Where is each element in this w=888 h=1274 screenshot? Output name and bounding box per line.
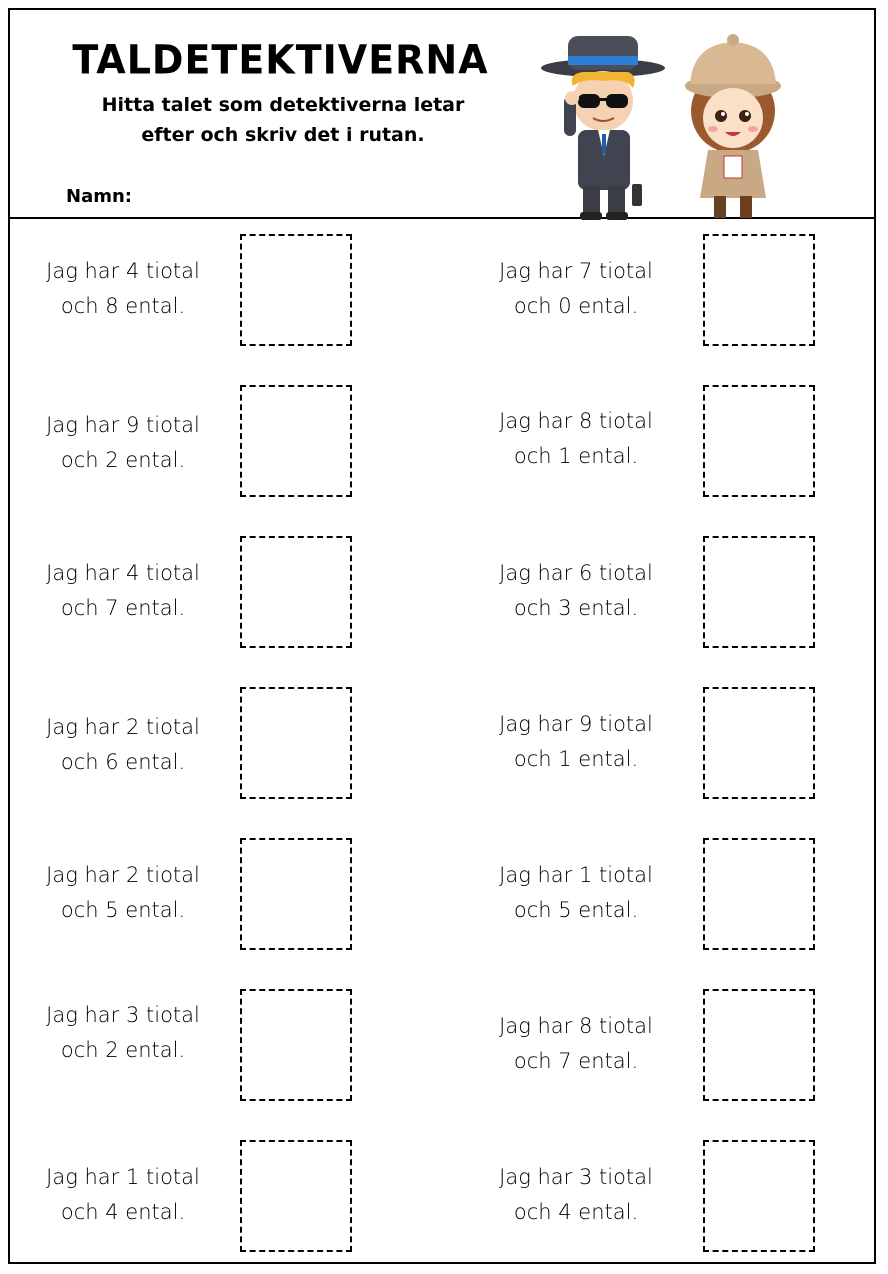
prompt-line-2: och 7 ental. — [60, 596, 186, 620]
male-detective-icon — [541, 36, 665, 220]
left-prompt-6 — [18, 998, 228, 1068]
prompt-line-2: och 3 ental. — [513, 596, 639, 620]
left-answer-box-3[interactable] — [240, 536, 352, 648]
prompt-line-2: och 2 ental. — [60, 1038, 186, 1062]
right-answer-box-6[interactable] — [703, 989, 815, 1101]
prompt-line-2: och 4 ental. — [60, 1200, 186, 1224]
worksheet-header — [8, 8, 876, 219]
page-title: TALDETEKTIVERNA — [72, 36, 489, 84]
right-answer-box-3[interactable] — [703, 536, 815, 648]
prompt-line-1: Jag har 2 tiotal — [46, 863, 200, 887]
instructions-line-1: Hitta talet som detektiverna letar — [101, 94, 465, 116]
right-answer-box-2[interactable] — [703, 385, 815, 497]
right-prompt-1 — [471, 254, 681, 324]
prompt-line-1: Jag har 4 tiotal — [46, 259, 200, 283]
left-prompt-5 — [18, 858, 228, 928]
right-answer-box-7[interactable] — [703, 1140, 815, 1252]
prompt-line-1: Jag har 8 tiotal — [499, 409, 653, 433]
right-prompt-5 — [471, 858, 681, 928]
detectives-illustration — [528, 26, 798, 224]
left-answer-box-1[interactable] — [240, 234, 352, 346]
left-prompt-7 — [18, 1160, 228, 1230]
right-prompt-4 — [471, 707, 681, 777]
prompt-line-2: och 6 ental. — [60, 750, 186, 774]
prompt-line-1: Jag har 6 tiotal — [499, 561, 653, 585]
left-prompt-1 — [18, 254, 228, 324]
prompt-line-1: Jag har 3 tiotal — [499, 1165, 653, 1189]
prompt-line-2: och 4 ental. — [513, 1200, 639, 1224]
right-answer-box-5[interactable] — [703, 838, 815, 950]
left-prompt-4 — [18, 710, 228, 780]
left-prompt-2 — [18, 408, 228, 478]
prompt-line-1: Jag har 1 tiotal — [46, 1165, 200, 1189]
prompt-line-1: Jag har 8 tiotal — [499, 1014, 653, 1038]
prompt-line-2: och 1 ental. — [513, 747, 639, 771]
prompt-line-2: och 1 ental. — [513, 444, 639, 468]
name-label: Namn: — [66, 186, 132, 207]
instructions — [48, 90, 518, 150]
prompt-line-1: Jag har 9 tiotal — [499, 712, 653, 736]
left-answer-box-4[interactable] — [240, 687, 352, 799]
right-answer-box-4[interactable] — [703, 687, 815, 799]
prompt-line-1: Jag har 7 tiotal — [499, 259, 653, 283]
right-prompt-7 — [471, 1160, 681, 1230]
left-answer-box-2[interactable] — [240, 385, 352, 497]
prompt-line-2: och 0 ental. — [513, 294, 639, 318]
female-detective-icon — [685, 34, 781, 218]
right-prompt-6 — [471, 1009, 681, 1079]
prompt-line-1: Jag har 9 tiotal — [46, 413, 200, 437]
left-answer-box-6[interactable] — [240, 989, 352, 1101]
left-answer-box-7[interactable] — [240, 1140, 352, 1252]
prompt-line-2: och 8 ental. — [60, 294, 186, 318]
prompt-line-1: Jag har 3 tiotal — [46, 1003, 200, 1027]
right-prompt-3 — [471, 556, 681, 626]
prompt-line-2: och 5 ental. — [513, 898, 639, 922]
prompt-line-1: Jag har 1 tiotal — [499, 863, 653, 887]
right-prompt-2 — [471, 404, 681, 474]
left-answer-box-5[interactable] — [240, 838, 352, 950]
prompt-line-1: Jag har 2 tiotal — [46, 715, 200, 739]
left-prompt-3 — [18, 556, 228, 626]
prompt-line-1: Jag har 4 tiotal — [46, 561, 200, 585]
right-answer-box-1[interactable] — [703, 234, 815, 346]
prompt-line-2: och 5 ental. — [60, 898, 186, 922]
instructions-line-2: efter och skriv det i rutan. — [141, 124, 425, 146]
prompt-line-2: och 2 ental. — [60, 448, 186, 472]
prompt-line-2: och 7 ental. — [513, 1049, 639, 1073]
